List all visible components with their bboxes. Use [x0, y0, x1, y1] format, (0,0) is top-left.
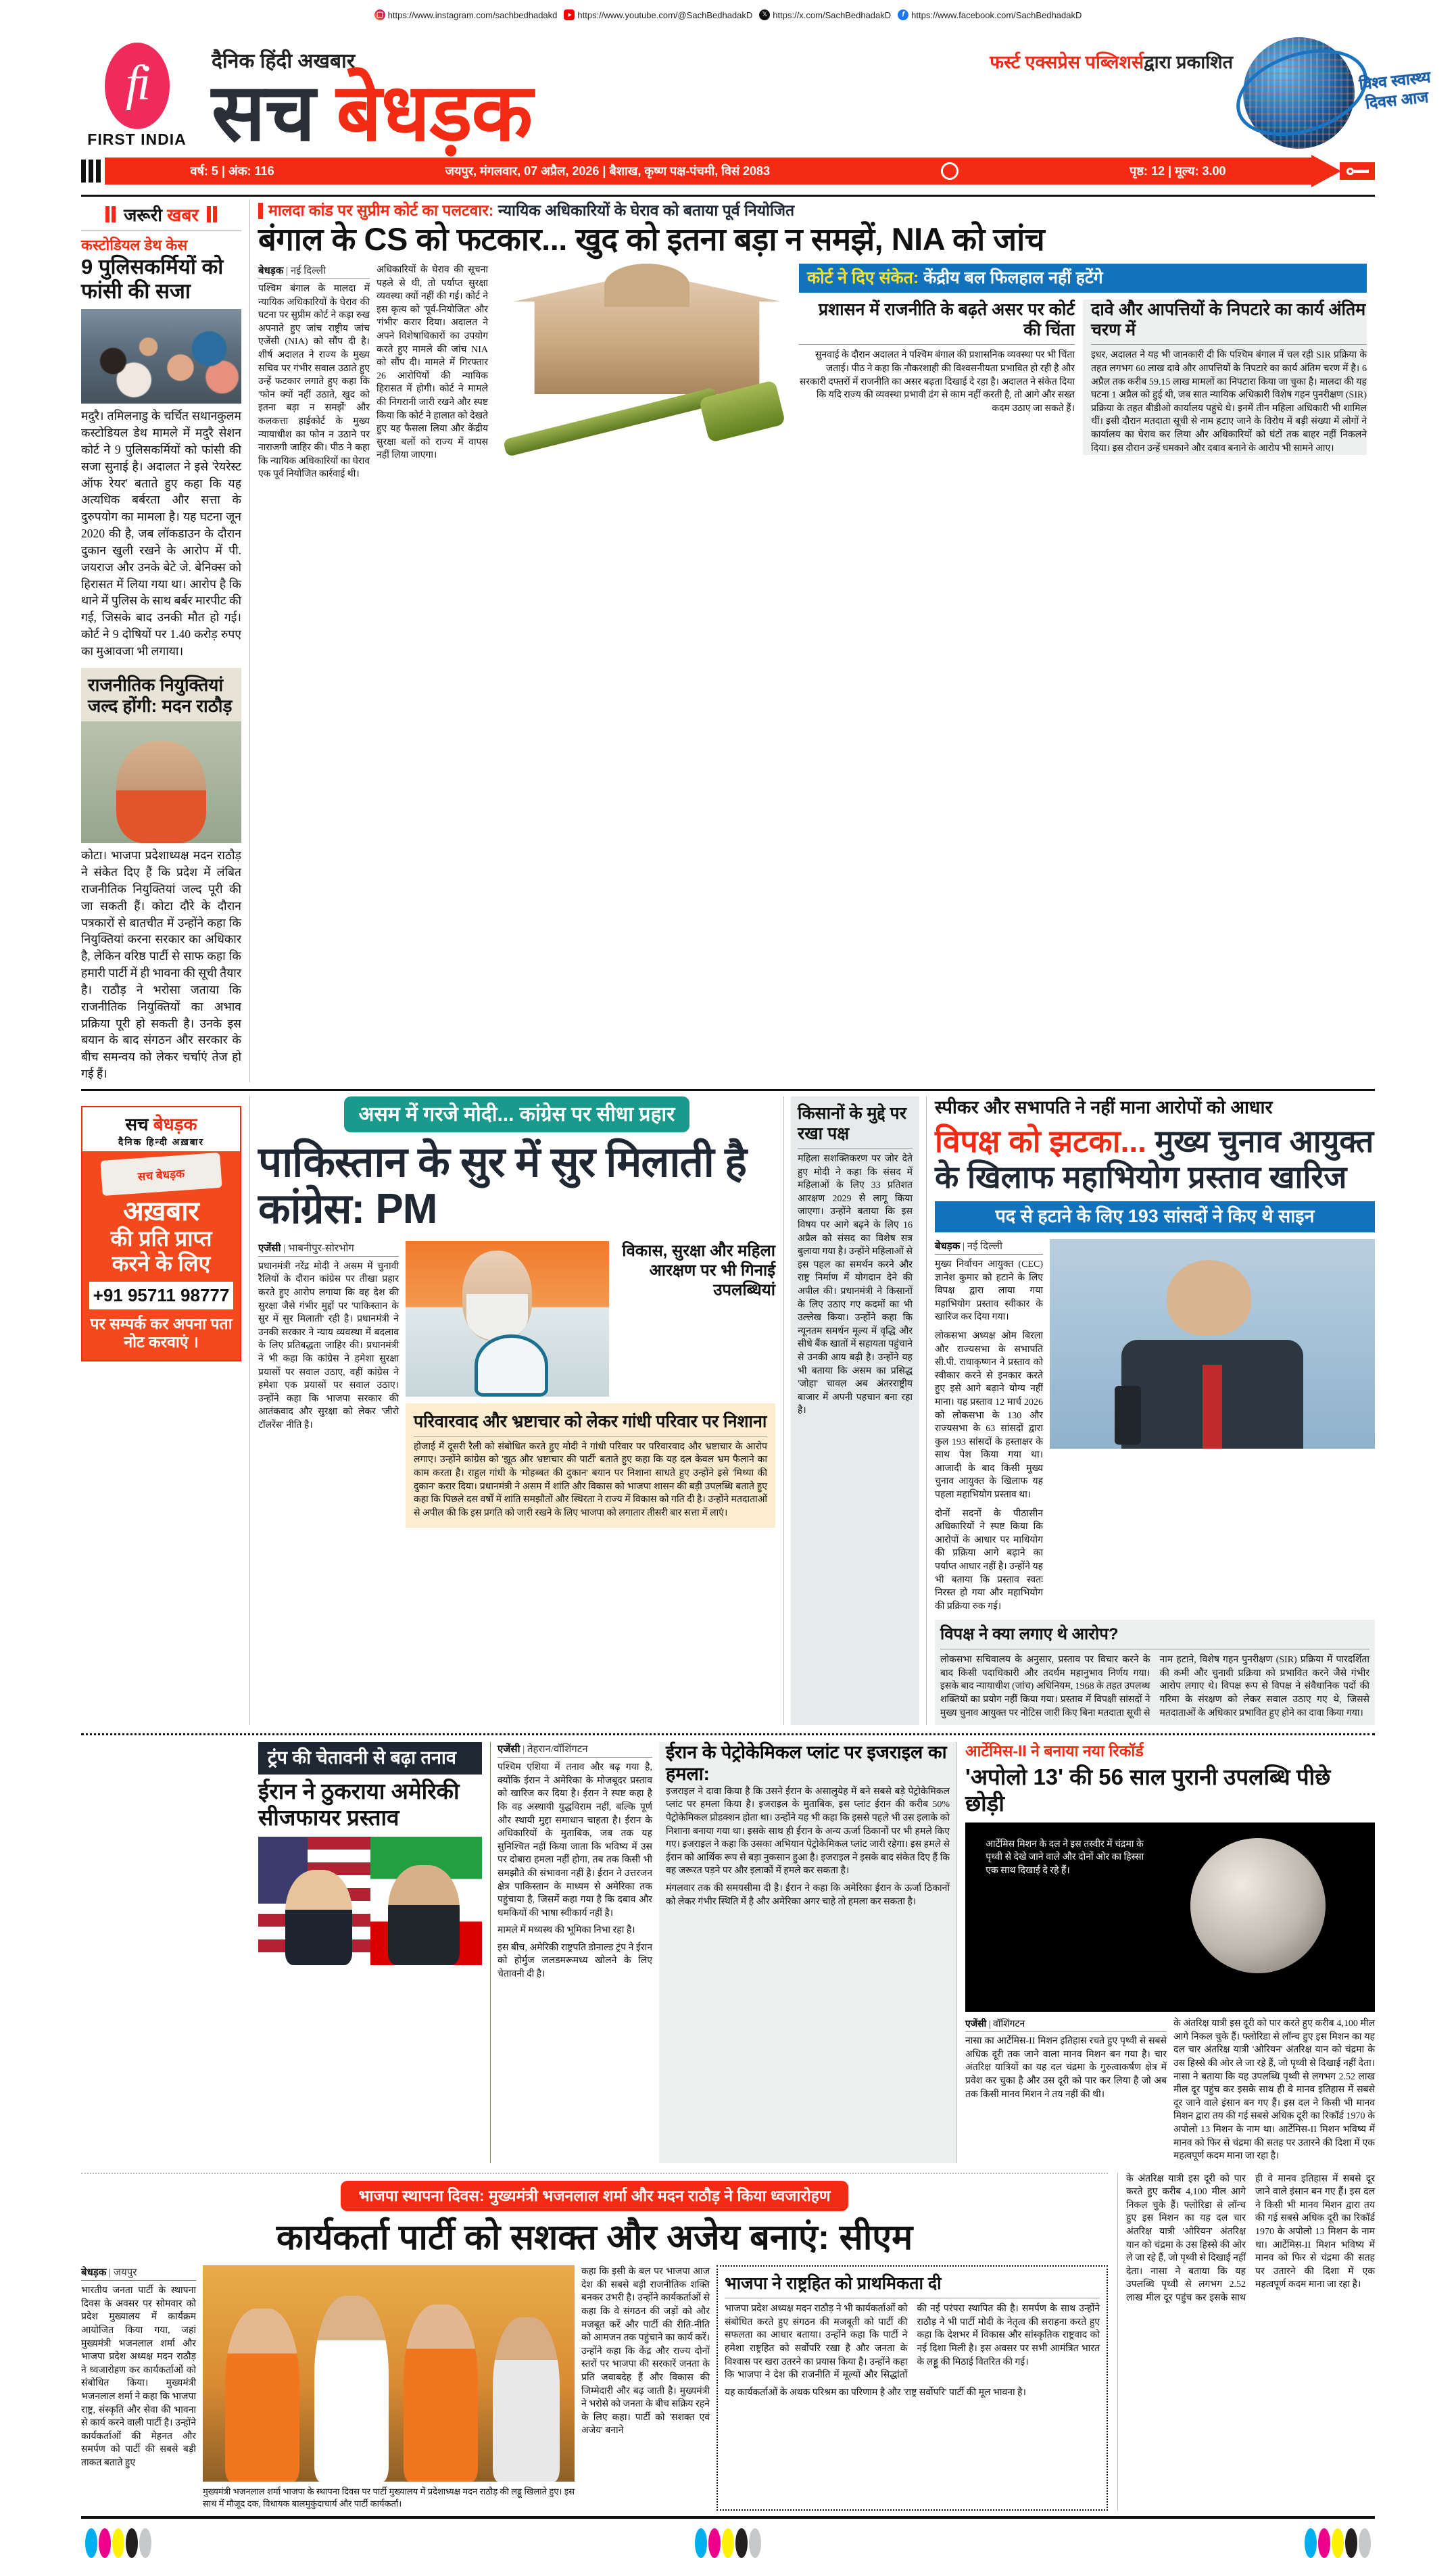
top-rule [81, 195, 1375, 197]
cec-headline-rest: मुख्य चुनाव आयुक्त के खिलाफ महाभियोग प्रस्ताव खारिज [935, 1124, 1374, 1194]
cec-sub-subhead: विपक्ष ने क्या लगाए थे आरोप? [940, 1625, 1369, 1649]
cec-sub-body: लोकसभा सचिवालय के अनुसार, प्रस्ताव पर विचार करने के बाद किसी पदाधिकारी और तदर्थम महानुभाव निर्णय गया। इसके बाद न्यायाधीश (जांच) अधिनियम, 1968 के तहत उपलब्ध शक्तियों का प्रयोग नहीं किया गया। प्रस्ताव में विपक्षी सांसदों ने मुख्य चुनाव आयुक्त पर नोटिस जारी किए बिना मतदाता सूची से नाम हटाने, विशेष गहन पुनरीक्षण (SIR) प्रक्रिया में पारदर्शिता की कमी और चुनावी प्रक्रिया को प्रभावित करने जैसे गंभीर आरोप लगाए थे। विपक्ष रूप से विपक्ष ने संवैधानिक पदों की गरिमा के संरक्षण को लेकर सवाल उठाए गए थे, जिससे मतदाताओं के अधिकार प्रभावित हुए होने का दावा किया गया। [940, 1655, 1369, 1718]
date-bar-dot-icon [941, 162, 958, 180]
moon-byline-source: एजेंसी [965, 2019, 987, 2030]
moon-photo-caption: आर्टेमिस मिशन के दल ने इस तस्वीर में चंद्रमा के पृथ्वी से देखे जाने वाले और दोनों ओर का हिस्सा एक साथ दिखाई दे रहे हैं। [986, 1839, 1144, 1876]
iran-byline: एजेंसी | तेहरान/वॉशिंगटन [498, 1742, 652, 1758]
bjp-byline: बेधड़क | जयपुर [81, 2265, 196, 2281]
cmyk-mark-right [1305, 2528, 1371, 2558]
court-left-subhead: प्रशासन में राजनीति के बढ़ते असर पर कोर्ट की चिंता [799, 299, 1075, 345]
left-story-political-appointments [81, 668, 241, 721]
iran-text-column [490, 1742, 659, 2163]
cec-headline-red: विपक्ष को झटका... [935, 1124, 1146, 1159]
court-right-subhead: दावे और आपत्तियों के निपटारे का कार्य अंतिम चरण में [1091, 299, 1367, 345]
cec-byline-source: बेधड़क [935, 1240, 961, 1252]
x-icon [759, 9, 770, 20]
cec-byline-place: नई दिल्ली [967, 1240, 1002, 1252]
bjp-byline-place: जयपुर [113, 2267, 137, 2279]
page-content [0, 195, 1456, 2511]
lead-headline: बंगाल के CS को फटकार... खुद को इतना बड़ा न समझें, NIA को जांच [258, 221, 1045, 258]
custodial-kicker: कस्टोडियल डेथ केस [81, 237, 188, 254]
modi-intro: प्रधानमंत्री नरेंद्र मोदी ने असम में चुनावी रैलियों के दौरान कांग्रेस पर तीखा प्रहार करते हुए आरोप लगाया कि वह देश की सुरक्षा जैसे गंभीर मुद्दों पर 'पाकिस्तान के सुर में सुर मिलाती' रही है। प्रधानमंत्री ने उनकी सरकार ने न्याय व्यवस्था में बदलाव के लिए प्रतिबद्धता जाहिर की। प्रधानमंत्री ने भी कहा कि कांग्रेस ने हमेशा सुरक्षा प्रयासों पर सवाल उठाए, वहीं कांग्रेस ने हमेशा एक प्रयासों पर सवाल उठाए। उन्होंने कहा कि भाजपा सरकार की आतंकवाद और सुरक्षा को लेकर 'जीरो टॉलरेंस' नीति है। [258, 1261, 399, 1431]
modi-byline: एजेंसी | भाबनीपुर-सोरभोग [258, 1241, 399, 1257]
publisher-suffix: द्वारा प्रकाशित [1144, 51, 1233, 72]
cec-gyanesh-kumar-photo [1050, 1239, 1375, 1449]
ad-newspaper-roll-icon: सच बेधड़क [100, 1153, 222, 1196]
lead-col1: पश्चिम बंगाल के मालदा में न्यायिक अधिकारियों के घेराव की घटना पर सुप्रीम कोर्ट ने कड़ा रुख अपनाते हुए जांच राष्ट्रीय जांच एजेंसी (NIA) को सौंप दी है। शीर्ष अदालत ने राज्य के मुख्य सचिव पर गंभीर सवाल उठाते हुए उन्हें फटकार लगाते हुए कहा कि 'फोन क्यों नहीं उठाते, खुद को इतना बड़ा न समझें' और कलकत्ता हाईकोर्ट के मुख्य न्यायाधीश का फोन न उठाने पर नाराजगी जाहिर की। पीठ ने कहा कि न्यायिक अधिकारियों का घेराव एक पूर्व नियोजित कार्रवाई थी। [258, 283, 370, 480]
iran-body: पश्चिम एशिया में तनाव और बढ़ गया है, क्योंकि ईरान ने अमेरिका के मोजबूदर प्रस्ताव को खारिज कर दिया है। ईरान ने स्पष्ट कहा है कि वह अस्थायी युद्धविराम नहीं, बल्कि पूर्ण और स्थायी मुद्दा समाधान चाहता है। ईरान के अधिकारियों के मुताबिक, जब तक यह सुनिश्चित नहीं किया जाता कि भविष्य में उस पर दोबारा हमला नहीं होगा, तब तक किसी भी समझौते की संभावना नहीं है। ईरान ने उत्तरजन क्षेत्र पाकिस्तान के माध्यम से अमेरिका तक पहुंचाया है, जिसमें कहा गया है कि दबाव और धमकियों की भाषा स्वीकार्य नहीं है। [498, 1762, 652, 1919]
modi-headline: पाकिस्तान के सुर में सुर मिलाती है कांग्रेस: PM [258, 1139, 747, 1233]
modi-rally-photo [406, 1241, 609, 1397]
lead-byline: बेधड़क | नई दिल्ली [258, 264, 370, 279]
lead-byline-source: बेधड़क [258, 265, 284, 276]
logo-fi-mark: fi [125, 55, 149, 111]
social-links-bar [0, 0, 1456, 23]
supreme-court-gavel-illustration [495, 264, 799, 481]
farmers-subhead: किसानों के मुद्दे पर रखा पक्ष [798, 1103, 913, 1149]
tagline-right [990, 49, 1233, 74]
label-bars-left-icon [105, 206, 116, 222]
moon-headline: 'अपोलो 13' की 56 साल पुरानी उपलब्धि पीछे छोड़ी [965, 1764, 1331, 1816]
israel-attack-box [659, 1742, 956, 2163]
bjp-headline: कार्यकर्ता पार्टी को सशक्त और अजेय बनाएं: सीएम [276, 2218, 913, 2257]
ad-name-black: सच [125, 1114, 153, 1135]
lead-kicker-dark: न्यायिक अधिकारियों के घेराव को बताया पूर्व नियोजित [493, 201, 795, 219]
first-india-logo [81, 43, 193, 151]
court-hint-white: केंद्रीय बल फिलहाल नहीं हटेंगे [919, 268, 1103, 287]
cec-bluebar: पद से हटाने के लिए 193 सांसदों ने किए थे साइन [935, 1201, 1375, 1232]
ad-subtitle: दैनिक हिन्दी अख़बार [118, 1136, 205, 1148]
moon-body1: नासा का आर्टेमिस-II मिशन इतिहास रचते हुए पृथ्वी से सबसे अधिक दूरी तक जाने वाला मानव मिशन बन गया है। चार अंतरिक्ष यात्रियों का यह दल चंद्रमा के गुरुत्वाकर्षण क्षेत्र में प्रवेश कर चुका है और उस दूरी को पार कर लिया है जो अब तक किसी मानव मिशन ने तय नहीं की थी। [965, 2036, 1167, 2100]
pen-nib-icon [1340, 162, 1375, 180]
iran-body-2c: मंगलवार तक की समयसीमा दी है। ईरान ने कहा कि अमेरिका ईरान के ऊर्जा ठिकानों को लेकर गंभीर स्थिति में है और अमेरिका अगर चाहे तो हमला कर सकता है। [666, 1883, 950, 1907]
lead-byline-place: नई दिल्ली [290, 265, 326, 276]
bjp-byline-source: बेधड़क [81, 2267, 107, 2279]
modi-cream-body: होजाई में दूसरी रैली को संबोधित करते हुए मोदी ने गांधी परिवार पर परिवारवाद और भ्रष्टाचार के आरोप लगाए। उन्होंने कांग्रेस को 'झूठ और भ्रष्टाचार की पार्टी' बताते हुए कहा कि यह दल केवल भ्रम फैलाने का काम करता है। राहुल गांधी के 'मोहब्बत की दुकान' बयान पर निशाना साधते हुए उन्होंने इसे 'मिथ्या की दुकान' करार दिया। प्रधानमंत्री ने असम में शांति और विकास को भाजपा शासन की बड़ी उपलब्धि बताते हुए कहा कि पिछले दस वर्षों में शांति समझौतों और स्थिरता ने राज्य में विकास को गति दी है। उन्होंने मतदाताओं से अपील की कि इस प्रगति को जारी रखने के लिए भाजपा को लगातार तीसरी बार सत्ता में लाएं। [414, 1441, 767, 1518]
x-url: https://x.com/SachBedhadakD [773, 9, 892, 20]
cmyk-registration-marks [81, 2528, 1375, 2558]
social-link-facebook[interactable] [898, 9, 1082, 20]
footer-rule [81, 2516, 1375, 2519]
publisher-name: फर्स्ट एक्सप्रेस पब्लिशर्स [990, 51, 1144, 72]
modi-cream-subhead: परिवारवाद और भ्रष्टाचार को लेकर गांधी परिवार पर निशाना [414, 1411, 767, 1437]
moon-story-continued [1118, 2173, 1375, 2511]
bjp-story [81, 2173, 1118, 2511]
modi-byline-place: भाबनीपुर-सोरभोग [287, 1242, 354, 1254]
bjp-lotus-icon [475, 1334, 548, 1397]
moon-body2: के अंतरिक्ष यात्री इस दूरी को पार करते हुए करीब 4,100 मील आगे निकल चुके हैं। फ्लोरिडा से लॉन्च हुए इस मिशन का यह दल चार अंतरिक्ष यात्री 'ओरियन' अंतरिक्ष यान को चंद्रमा के उस हिस्से की ओर ले जा रहे हैं, जो पृथ्वी से दिखाई नहीं देता। नासा ने बताया कि यह उपलब्धि पृथ्वी से लगभग 2.52 लाख मील दूर पहुंच कर इसके साथ ही वे मानव इतिहास में सबसे दूर जाने वाले इंसान बन गए हैं। इस दल ने किसी भी मानव मिशन द्वारा तय की गई सबसे अधिक दूरी का रिकॉर्ड 1970 के अपोलो 13 मिशन के नाम था। आर्टेमिस-II मिशन भविष्य में मानव को फिर से चंद्रमा की सतह पर उतारने की दिशा में एक महत्वपूर्ण कदम माना जा रहा है। [1173, 2019, 1375, 2162]
custodial-headline: 9 पुलिसकर्मियों को फांसी की सजा [81, 255, 224, 304]
farmers-body: महिला सशक्तिकरण पर जोर देते हुए मोदी ने कहा कि संसद में महिलाओं के लिए 33 प्रतिशत आरक्षण 2029 से लागू किया जाएगा। उन्होंने बताया कि इस विषय पर आगे बढ़ने के लिए 16 अप्रैल को संसद का विशेष सत्र बुलाया गया है। उन्होंने महिलाओं से इस पहल का समर्थन करने और राष्ट्र निर्माण में योगदान देने की अपील की। प्रधानमंत्री ने किसानों के लिए उठाए गए कदमों का भी उल्लेख किया। उन्होंने कहा कि न्यूनतम समर्थन मूल्य में वृद्धि और सीधे बैंक खातों में सहायता पहुंचाने से उनकी आय बढ़ी है। उन्होंने यह भी बताया कि असम का प्रसिद्ध 'जोहा' चावल अब अंतरराष्ट्रीय बाजार में अपनी पहचान बना रहा है। [798, 1154, 913, 1416]
modi-byline-source: एजेंसी [258, 1242, 281, 1254]
modi-photo-caption-head: विकास, सुरक्षा और महिला आरक्षण पर भी गिनाई उपलब्धियां [622, 1241, 775, 1300]
appointments-headline: राजनीतिक नियुक्तियां जल्द होंगी: मदन राठौड़ [88, 674, 233, 716]
moon-story [956, 1742, 1375, 2163]
madan-rathore-photo [81, 721, 241, 843]
court-hint-yellow: कोर्ट ने दिए संकेत: [807, 268, 919, 287]
social-link-instagram[interactable] [374, 9, 558, 20]
left-sidebar-lower [81, 1096, 250, 1725]
cec-kicker: स्पीकर और सभापति ने नहीं माना आरोपों को आधार [935, 1097, 1273, 1118]
world-health-day-label: विश्व स्वास्थ्य दिवस आज [1358, 68, 1432, 112]
section-label-jaruri-khabar [81, 199, 241, 231]
cec-byline: बेधड़क | नई दिल्ली [935, 1239, 1043, 1255]
trump-iran-flags-photo [258, 1837, 482, 1965]
date-bar-arrow-icon [1311, 155, 1341, 187]
moon-photo [965, 1823, 1375, 2012]
iran-story [250, 1742, 490, 2163]
label-bars-right-icon [207, 206, 217, 222]
cec-body2: लोकसभा अध्यक्ष ओम बिरला और राज्यसभा के सभापति सी.पी. राधाकृष्णन ने प्रस्ताव को स्वीकार करने से इनकार करते हुए इसे आगे बढ़ाने योग्य नहीं माना। यह प्रस्ताव 12 मार्च 2026 को लोकसभा के 130 और राज्यसभा के 63 सांसदों द्वारा कुल 193 सांसदों के हस्ताक्षर के साथ पेश किया गया था। आजादी के बाद किसी मुख्य चुनाव आयुक्त के खिलाफ यह पहला महाभियोग प्रस्ताव था। [935, 1330, 1043, 1501]
pages-price: पृष्ठ: 12 | मूल्य: 3.00 [1130, 164, 1226, 178]
lead-kicker [258, 199, 1367, 219]
title-sach: सच [212, 68, 337, 158]
ad-phone-number[interactable]: +91 95711 98777 [89, 1282, 233, 1309]
bjp-col3: यह कार्यकर्ताओं के अथक परिश्रम का परिणाम है और 'राष्ट्र सर्वोपरि' पार्टी की मूल भावना है। [725, 2387, 1026, 2398]
bjp-priority-box [717, 2265, 1108, 2510]
ad-line3: करने के लिए [112, 1251, 211, 1276]
paper-title [212, 68, 533, 158]
cmyk-mark-center [695, 2528, 761, 2558]
social-link-youtube[interactable] [564, 9, 752, 20]
cec-body1: मुख्य निर्वाचन आयुक्त (CEC) ज्ञानेश कुमार को हटाने के लिए विपक्ष द्वारा लाया गया महाभियोग प्रस्ताव स्वीकार के खारिज कर दिया गया। [935, 1259, 1043, 1323]
kicker-tick-icon [258, 203, 263, 219]
ad-name-red: बेधड़क [153, 1114, 197, 1135]
facebook-icon [898, 9, 908, 20]
lead-kicker-red: मालदा कांड पर सुप्रीम कोर्ट का पलटवार: [268, 201, 494, 219]
bjp-foundation-day-photo [203, 2265, 575, 2482]
ad-line2: की प्रति प्राप्त [110, 1226, 212, 1251]
ad-footer-text: पर सम्पर्क कर अपना पता नोट करवाएं । [90, 1314, 233, 1351]
iran-headline: ईरान ने ठुकराया अमेरिकी सीजफायर प्रस्ताव [258, 1778, 460, 1830]
bjp-box-body: भाजपा प्रदेश अध्यक्ष मदन राठौड़ ने भी कार्यकर्ताओं को संबोधित करते हुए संगठन की मजबूती को पार्टी की सफलता का आधार बताया। उन्होंने कहा कि पार्टी ने हमेशा राष्ट्रहित को सर्वोपरि रखा है और जनता के विश्वास पर खरा उतरने का प्रयास किया है। उन्होंने कहा कि भाजपा ने देश की राजनीति में मूल्यों और सिद्धांतों की नई परंपरा स्थापित की है। समर्पण के साथ उन्होंने राठौड़ ने भी पार्टी मोदी के नेतृत्व की सराहना करते हुए कहा कि देशभर में विकास और सांस्कृतिक राष्ट्रवाद को नई दिशा मिली है। इस अवसर पर सभी आमंत्रित भारत के लड्डू की मिठाई वितरित की गई। [725, 2304, 1100, 2381]
logo-oval-icon [105, 43, 170, 129]
iran-byline-source: एजेंसी [498, 1744, 520, 1756]
court-right-body: इधर, अदालत ने यह भी जानकारी दी कि पश्चिम बंगाल में चल रही SIR प्रक्रिया के तहत लगभग 60 लाख दावे और आपत्तियों के निपटारे का कार्य अंतिम चरण में है। 6 अप्रैल तक करीब 59.15 लाख मामलों का निपटारा किया जा चुका है। मालदा की यह घटना 1 अप्रैल को हुई थी, जब सात न्यायिक अधिकारी विशेष गहन पुनरीक्षण (SIR) प्रक्रिया के तहत बीडीओ कार्यालय पहुंचे थे। इनमें तीन महिला अधिकारी भी शामिल थीं। इसी दौरान मतदाता सूची से नाम हटाए जाने के विरोध में बड़ी संख्या में लोगों ने कार्यालय का घेराव कर लिया और अधिकारियों को घंटों तक बाहर नहीं निकलने दिया। इस दौरान उन्हें धमकाने और दबाव बनाने के आरोप भी सामने आए। [1091, 350, 1367, 454]
cec-story [926, 1096, 1375, 1725]
appointments-body: कोटा। भाजपा प्रदेशाध्यक्ष मदन राठौड़ ने संकेत दिए हैं कि प्रदेश में लंबित राजनीतिक नियुक्तियां जल्द पूरी की जा सकती हैं। कोटा दौरे के दौरान पत्रकारों से बातचीत में उन्होंने कहा कि नियुक्तियां करना सरकार का अधिकार है, लेकिन वरिष्ठ पार्टी से साफ कहा कि हमारी पार्टी में ही भावना की सूची तैयार है। राठौड़ ने भरोसा जताया कि राजनीतिक नियुक्तियों का अभाव प्रक्रिया पूरी हो सकती है। उनके इस बयान के बाद संगठन और सरकार के बीच समन्वय को लेकर चर्चाएं तेज हो गई हैं। [81, 848, 241, 1081]
volume-issue: वर्ष: 5 | अंक: 116 [190, 164, 274, 178]
masthead-title-block [193, 46, 1375, 158]
modi-farmers-box [784, 1096, 926, 1725]
israel-attack-head: ईरान के पेट्रोकेमिकल प्लांट पर इजराइल का हमला: [666, 1742, 947, 1785]
left-story-custodial-death [81, 237, 241, 660]
moon-byline-place: वॉशिंगटन [993, 2019, 1025, 2030]
instagram-url: https://www.instagram.com/sachbedhadakd [387, 9, 558, 20]
instagram-icon [374, 9, 385, 20]
bjp-photo-caption: मुख्यमंत्री भजनलाल शर्मा भाजपा के स्थापना दिवस पर पार्टी मुख्यालय में प्रदेशाध्यक्ष मदन राठौड़ की लड्डू खिलाते हुए। इस साथ में मौजूद दक, विधायक बालमुकुंदाचार्य और पार्टी कार्यकर्ता। [203, 2486, 575, 2509]
tagline-left: दैनिक हिंदी अखबार [212, 49, 356, 72]
social-link-x[interactable] [759, 9, 891, 20]
moon-byline: एजेंसी | वॉशिंगटन [965, 2017, 1167, 2032]
court-hint-bluebar [799, 264, 1367, 293]
bjp-col1: भारतीय जनता पार्टी के स्थापना दिवस के अवसर पर सोमवार को प्रदेश मुख्यालय में कार्यक्रम आयोजित किया गया, जहां मुख्यमंत्री भजनलाल शर्मा और भाजपा प्रदेश अध्यक्ष मदन राठौड़ ने ध्वजारोहण कर कार्यकर्ताओं को संबोधित किया। मुख्यमंत्री भजनलाल शर्मा ने कहा कि भाजपा राष्ट्र, संस्कृति और सेवा की भावना से कार्य करने वाली पार्टी है। उन्होंने कार्यकर्ताओं की मेहनत और समर्पण को पार्टी की सबसे बड़ी ताकत बताते हुए [81, 2286, 196, 2468]
subscription-ad[interactable] [81, 1106, 241, 1361]
moon-kicker: आर्टेमिस-II ने बनाया नया रिकॉर्ड [965, 1742, 1144, 1760]
cmyk-mark-left [85, 2528, 151, 2558]
youtube-url: https://www.youtube.com/@SachBedhadakD [577, 9, 753, 20]
modi-story [250, 1096, 784, 1725]
lead-col2: अधिकारियों के घेराव की सूचना पहले से थी, तो पर्याप्त सुरक्षा व्यवस्था क्यों नहीं की गई। कोर्ट ने इस कृत्य को 'पूर्व-नियोजित' और 'गंभीर' करार दिया। अदालत ने अपने विशेषाधिकारों का उपयोग करते हुए मामले की जांच NIA को सौंप दी। मामले में गिरफ्तार 26 आरोपियों की न्यायिक हिरासत में होगी। कोर्ट ने मामले की निगरानी जारी रखने और स्पष्ट किया कि कोर्ट ने हालात को देखते हुए यह फैसला लिया और केंद्रीय सुरक्षा बलों को राज्य में वापस नहीं लिया जाएगा। [377, 264, 488, 461]
iran-dark-bar: ट्रंप की चेतावनी से बढ़ा तनाव [258, 1742, 482, 1775]
date-bar [105, 158, 1311, 185]
iran-body-2b: इस बीच, अमेरिकी राष्ट्रपति डोनाल्ड ट्रंप ने ईरान को होर्मुज जलडमरूमध्य खोलने के लिए चेतावनी दी है। [498, 1942, 652, 1980]
title-bedhadak: बेधड़क [336, 68, 533, 158]
date-bar-row [0, 154, 1456, 188]
cec-headline [935, 1124, 1375, 1194]
iran-body-2a: मामले में मध्यस्थ की भूमिका निभा रहा है। [498, 1925, 635, 1936]
left-sidebar-column [81, 199, 250, 1082]
bjp-box-head: भाजपा ने राष्ट्रहित को प्राथमिकता दी [725, 2273, 1100, 2298]
court-left-body: सुनवाई के दौरान अदालत ने पश्चिम बंगाल की प्रशासनिक व्यवस्था पर भी चिंता जताई। पीठ ने कहा कि नौकरशाही की विश्वसनीयता प्रभावित हो रही है और सरकारी दफ्तरों में राजनीति का असर बढ़ता दिखाई दे रहा है। अदालत ने संकेत दिया कि यदि राज्य की व्यवस्था प्रभावी ढंग से काम नहीं करती है, तो आगे और सख्त कदम उठाए जा सकते हैं। [799, 350, 1075, 414]
masthead [0, 23, 1456, 158]
date-bar-ticks-icon [81, 160, 101, 183]
bjp-col2: कहा कि इसी के बल पर भाजपा आज देश की सबसे बड़ी राजनीतिक शक्ति बनकर उभरी है। उन्होंने कार्यकर्ताओं से कहा कि वे संगठन की जड़ों को और मजबूत करें और पार्टी की रीति-नीति को आमजन तक पहुंचाने का कार्य करें। उन्होंने कहा कि केंद्र और राज्य दोनों स्तरों पर भाजपा की सरकारें जनता के प्रति जवाबदेह हैं और विकास की जिम्मेदारी और बढ़ जाती है। मुख्यमंत्री ने भरोसे को जनता के बीच सक्रिय रहने के लिए कहा। पार्टी को 'सशक्त एवं अजेय' बनाने [581, 2267, 710, 2436]
lead-story-column [250, 199, 1375, 1082]
bjp-pill-label: भाजपा स्थापना दिवस: मुख्यमंत्री भजनलाल शर्मा और मदन राठौड़ ने किया ध्वजारोहण [341, 2181, 848, 2211]
section-label-red: खबर [167, 205, 199, 225]
cec-body3: दोनों सदनों के पीठासीन अधिकारियों ने स्पष्ट किया कि आरोपों के आधार पर माधियोग की प्रक्रिया आगे बढ़ाने का पर्याप्त आधार नहीं है। उन्होंने यह भी बताया कि प्रस्ताव स्वतः निरस्त हो गया और महाभियोग की प्रक्रिया रुक गई। [935, 1508, 1043, 1612]
youtube-icon [564, 9, 575, 20]
moon-body-continued: के अंतरिक्ष यात्री इस दूरी को पार करते हुए करीब 4,100 मील आगे निकल चुके हैं। फ्लोरिडा से लॉन्च हुए इस मिशन का यह दल चार अंतरिक्ष यात्री 'ओरियन' अंतरिक्ष यान को चंद्रमा के उस हिस्से की ओर ले जा रहे हैं, जो पृथ्वी से दिखाई नहीं देता। नासा ने बताया कि यह उपलब्धि पृथ्वी से लगभग 2.52 लाख मील दूर पहुंच कर इसके साथ ही वे मानव इतिहास में सबसे दूर जाने वाले इंसान बन गए हैं। इस दल ने किसी भी मानव मिशन द्वारा तय की गई सबसे अधिक दूरी का रिकॉर्ड 1970 के अपोलो 13 मिशन के नाम था। आर्टेमिस-II मिशन भविष्य में मानव को फिर से चंद्रमा की सतह पर उतारने की दिशा में एक महत्वपूर्ण कदम माना जा रहा है। [1126, 2173, 1375, 2304]
facebook-url: https://www.facebook.com/SachBedhadakD [911, 9, 1082, 20]
iran-byline-place: तेहरान/वॉशिंगटन [527, 1744, 588, 1756]
page-footer [0, 2516, 1456, 2558]
israel-attack-body: इजराइल ने दावा किया है कि उसने ईरान के असालुयेह में बने सबसे बड़े पेट्रोकेमिकल प्लांट पर हमला किया है। इजराइल के मुताबिक, इस प्लांट ईरान की करीब 50% पेट्रोकेमिकल प्रोडक्शन होता था। उन्होंने यह भी कहा कि इससे पहले भी उस इलाके को निशाना बनाया गया था। इसके साथ ही ईरान के अन्य ऊर्जा ठिकानों पर भी हमले किए गए। इजराइल ने कहा कि उसका अभियान पेट्रोकेमिकल प्लांट जारी रहेगा। इस हमले से ईरान को आर्थिक रूप से बड़ा नुकसान हुआ है। इजराइल ने इसके बाद संकेत दिए हैं कि वह जरूरत पड़ने पर और इलाकों में हमले कर सकता है। [666, 1786, 950, 1877]
logo-wordmark: FIRST INDIA [87, 130, 187, 148]
modi-pill-label: असम में गरजे मोदी... कांग्रेस पर सीधा प्रहार [344, 1096, 690, 1132]
custodial-death-photo [81, 309, 241, 404]
ad-line1: अख़बार [123, 1197, 199, 1227]
publication-date: जयपुर, मंगलवार, 07 अप्रैल, 2026 | बैशाख, कृष्ण पक्ष-पंचमी, विसं 2083 [445, 164, 771, 178]
custodial-body: मदुरै। तमिलनाडु के चर्चित सथानकुलम कस्टोडियल डेथ मामले में मदुरै सेशन कोर्ट ने 9 पुलिसकर्मियों को फांसी की सजा सुनाई है। अदालत ने इसे 'रेयरेस्ट ऑफ रेयर' बताते हुए कहा कि यह अत्यधिक बर्बरता और सत्ता के दुरुपयोग का मामला है। यह घटना जून 2020 की है, जब लॉकडाउन के दौरान दुकान खुली रखने के आरोप में पी. जयराज और उनके बेटे जे. बेनिक्स को हिरासत में लिया गया था। आरोप है कि थाने में पुलिस के साथ बर्बर मारपीट की गई, जिसके बाद उनकी मौत हो गई। कोर्ट ने 9 दोषियों पर 1.40 करोड़ रुपए का मुआवजा भी लगाया। [81, 409, 241, 658]
section-label-black: जरूरी [124, 205, 168, 225]
